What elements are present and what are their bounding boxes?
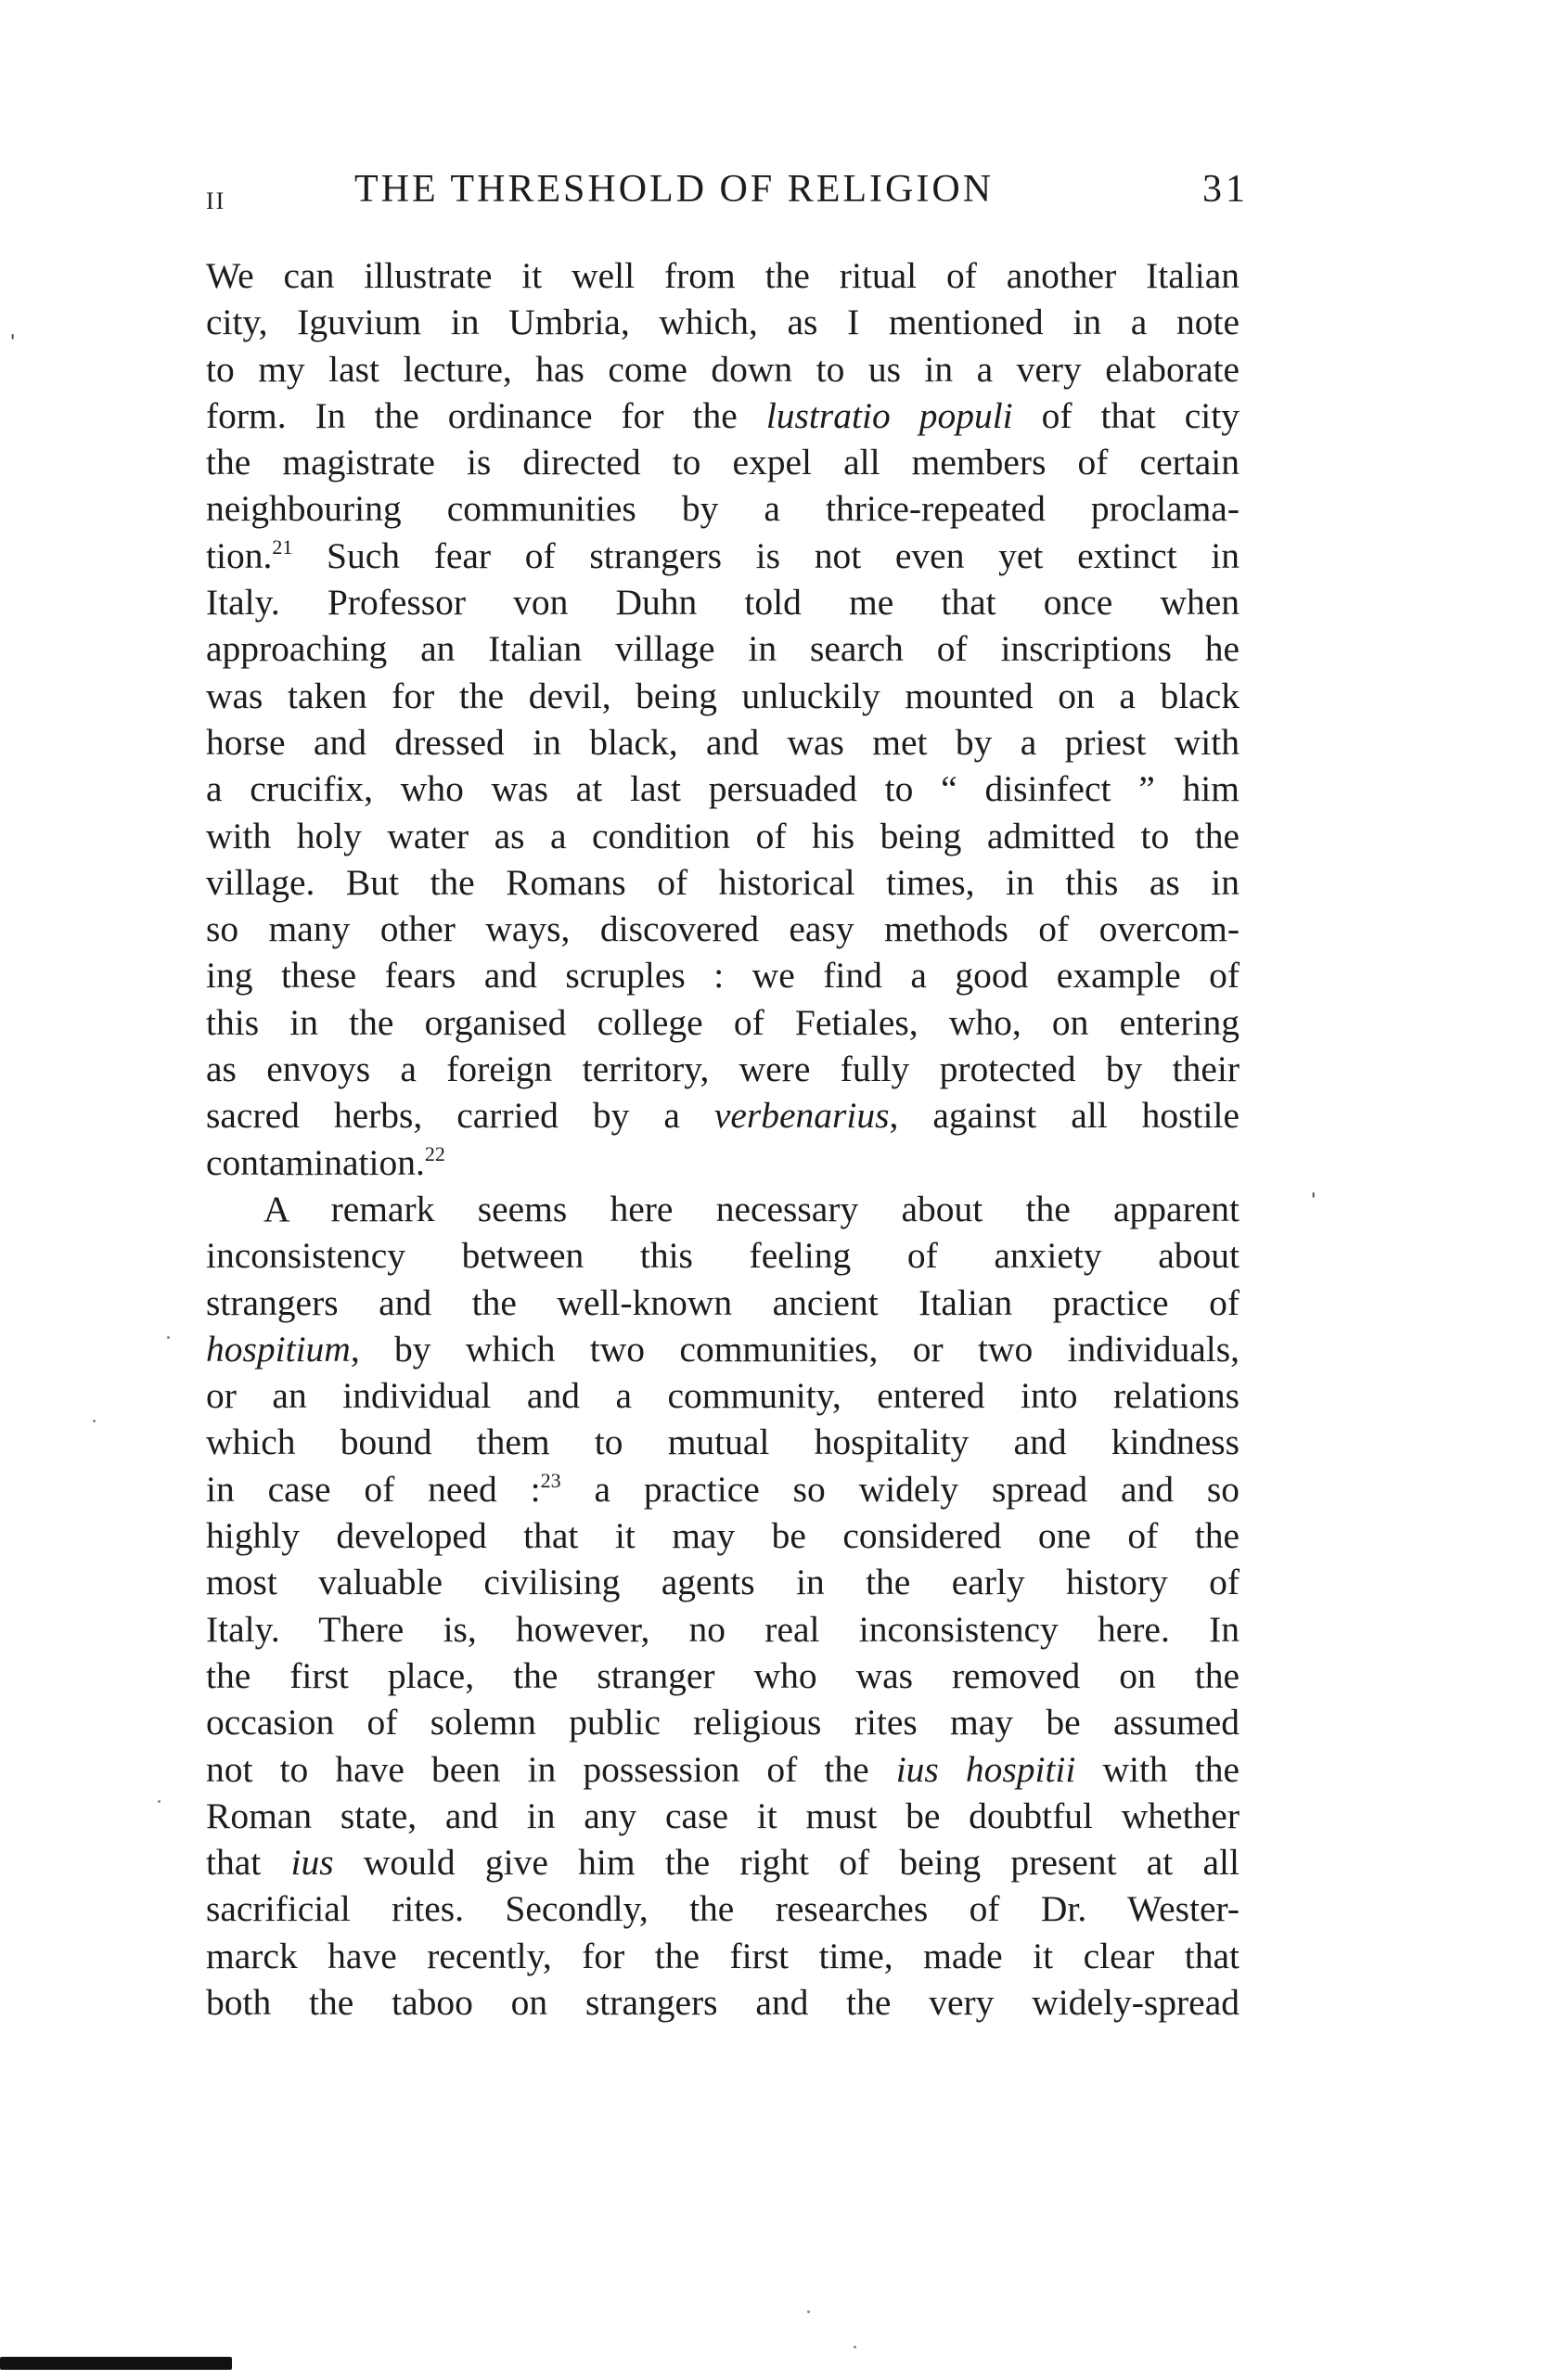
text-line [206, 1326, 1239, 1372]
running-title: THE THRESHOLD OF RELIGION [354, 168, 995, 211]
text-run: not to have been in possession of the [206, 1748, 896, 1790]
text-run: was taken for the devil, being unluckily mounted on a black [206, 675, 1239, 716]
text-run: that [206, 1842, 291, 1884]
text-line [206, 1046, 1239, 1092]
text-line [206, 1092, 1239, 1139]
text-line [206, 625, 1239, 672]
text-run: so many other ways, discovered easy methods of overcom- [206, 908, 1239, 950]
text-line [206, 1280, 1239, 1326]
text-run: , against all hostile [889, 1095, 1239, 1137]
text-run: Italy. There is, however, no real inconsistency here. In [206, 1608, 1239, 1650]
text-line [206, 813, 1239, 859]
body-text [206, 252, 1239, 2026]
text-line [206, 999, 1239, 1046]
text-line [206, 673, 1239, 719]
text-run: both the taboo on strangers and the very widely-spread [206, 1981, 1239, 2023]
text-run: ing these fears and scruples : we find a good example of [206, 955, 1239, 997]
text-line [206, 859, 1239, 906]
scan-edge-mark [0, 2357, 232, 2370]
text-line [206, 439, 1239, 485]
text-run: with holy water as a condition of his being admitted to the [206, 815, 1239, 856]
text-run: approaching an Italian village in search of inscriptions he [206, 628, 1239, 670]
text-run: occasion of solemn public religious rites may be assumed [206, 1702, 1239, 1743]
margin-mark: ˈ [7, 329, 19, 364]
text-run: form. In the ordinance for the [206, 394, 766, 436]
text-line [206, 1372, 1239, 1419]
italic-term: ius hospitii [895, 1748, 1076, 1790]
text-line [206, 1653, 1239, 1699]
text-run: a crucifix, who was at last persuaded to “ disinfect ” him [206, 768, 1239, 810]
text-line [206, 485, 1239, 532]
text-line [206, 1139, 1239, 1186]
text-run: which bound them to mutual hospitality and kindness [206, 1422, 1239, 1463]
text-line [206, 1699, 1239, 1745]
text-run: contamination. [206, 1141, 425, 1183]
chapter-numeral: II [206, 187, 226, 214]
text-line [206, 1746, 1239, 1793]
text-run: marck have recently, for the first time, made it clear that [206, 1935, 1239, 1976]
text-run: in case of need : [206, 1468, 541, 1510]
text-run: Such fear of strangers is not even yet extinct in [292, 534, 1239, 576]
italic-term: verbenarius [713, 1095, 890, 1137]
margin-mark: ˈ [1308, 1188, 1319, 1222]
text-run: Italy. Professor von Duhn told me that once when [206, 582, 1239, 624]
running-head [206, 167, 1249, 223]
text-run: village. But the Romans of historical times, in this as in [206, 861, 1239, 903]
paper-speck [158, 1800, 161, 1803]
text-run: neighbouring communities by a thrice-repeated proclama- [206, 488, 1239, 530]
text-run: would give him the right of being present at all [333, 1842, 1239, 1884]
text-run: this in the organised college of Fetiales, who, on entering [206, 1001, 1239, 1043]
text-line [206, 1606, 1239, 1653]
text-run: as envoys a foreign territory, were fully protected by their [206, 1048, 1239, 1090]
footnote-marker: 22 [424, 1141, 445, 1165]
text-run: of that city [1012, 394, 1239, 436]
footnote-marker: 21 [272, 534, 293, 559]
text-run: most valuable civilising agents in the early history of [206, 1562, 1239, 1603]
text-run: We can illustrate it well from the ritual of another Italian [206, 255, 1239, 296]
text-line [206, 1885, 1239, 1932]
paper-speck [807, 2310, 810, 2313]
text-line [206, 952, 1239, 998]
text-line [206, 346, 1239, 392]
text-line [206, 1232, 1239, 1279]
text-run: the magistrate is directed to expel all members of certain [206, 442, 1239, 483]
italic-term: lustratio populi [765, 394, 1013, 436]
text-run: Roman state, and in any case it must be doubtful whether [206, 1795, 1239, 1836]
text-run: strangers and the well-known ancient Italian practice of [206, 1281, 1239, 1323]
text-line [206, 579, 1239, 625]
text-line [206, 719, 1239, 765]
text-line [206, 533, 1239, 579]
text-line [206, 1793, 1239, 1839]
text-line [206, 1419, 1239, 1465]
text-run: with the [1075, 1748, 1239, 1790]
footnote-marker: 23 [540, 1468, 561, 1492]
text-line [206, 1933, 1239, 1979]
page-number: 31 [1202, 168, 1249, 211]
text-run: or an individual and a community, entered into relations [206, 1375, 1239, 1417]
text-line [206, 765, 1239, 812]
text-line [206, 299, 1239, 345]
text-run: , by which two communities, or two individuals, [350, 1328, 1239, 1370]
text-line [206, 906, 1239, 952]
text-run: the first place, the stranger who was removed on the [206, 1654, 1239, 1696]
paper-speck [93, 1420, 96, 1422]
text-line [206, 1979, 1239, 2026]
text-line [206, 392, 1239, 439]
text-run: a practice so widely spread and so [560, 1468, 1239, 1510]
text-line [206, 1186, 1239, 1232]
text-run: highly developed that it may be considered one of the [206, 1515, 1239, 1557]
paper-speck [854, 2346, 856, 2348]
text-line [206, 1466, 1239, 1512]
text-run: tion. [206, 534, 273, 576]
text-run: A remark seems here necessary about the apparent [263, 1188, 1239, 1229]
italic-term: hospitium [206, 1328, 351, 1370]
text-line [206, 1512, 1239, 1559]
text-run: sacrificial rites. Secondly, the researches of Dr. Wester- [206, 1888, 1239, 1930]
text-run: to my last lecture, has come down to us in a very elaborate [206, 348, 1239, 390]
text-line [206, 1839, 1239, 1885]
text-run: inconsistency between this feeling of anxiety about [206, 1235, 1239, 1277]
text-run: sacred herbs, carried by a [206, 1095, 714, 1137]
text-run: horse and dressed in black, and was met by a priest with [206, 721, 1239, 763]
text-line [206, 1559, 1239, 1605]
text-line [206, 252, 1239, 299]
italic-term: ius [290, 1842, 334, 1884]
paper-speck [167, 1336, 170, 1339]
text-run: city, Iguvium in Umbria, which, as I mentioned in a note [206, 302, 1239, 343]
